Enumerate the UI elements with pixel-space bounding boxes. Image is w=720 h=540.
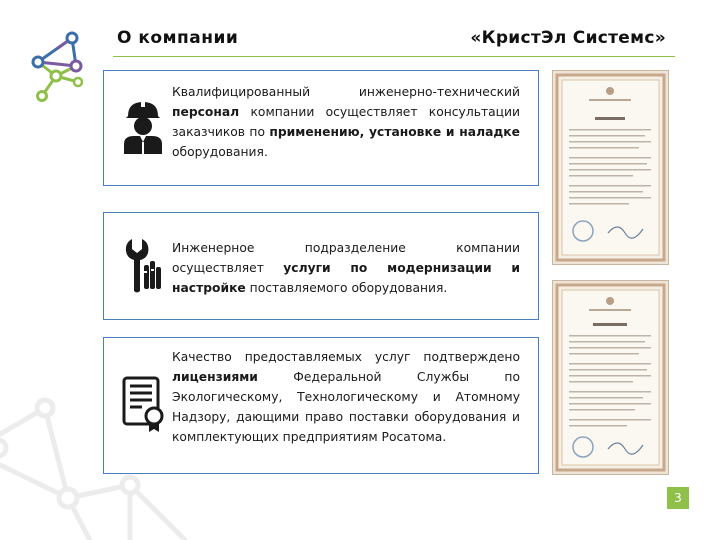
company-logo-icon <box>18 18 98 108</box>
card-text: Квалифицированный инженерно-технический персонал компании осуществляет консультации заказчиков по применению, установке и наладке оборудования. <box>172 85 520 159</box>
card-text: Инженерное подразделение компании осуществляет услуги по модернизации и настройке поставляемого оборудования. <box>172 241 521 295</box>
company-name: «КристЭл Системс» <box>470 28 666 48</box>
license-document-image <box>553 281 668 474</box>
wrench-icon <box>118 235 168 295</box>
engineer-icon <box>118 96 168 156</box>
page-number: 3 <box>667 487 689 509</box>
license-document-image <box>553 71 668 264</box>
card-text: Качество предоставляемых услуг подтверждено лицензиями Федеральной Службы по Экологическому, Технологическому и Атомному Надзору, дающими право поставки оборудования и комплектующих предприятиям Росатома. <box>172 350 520 444</box>
header-divider <box>113 56 675 57</box>
license-image <box>552 280 669 475</box>
info-card-engineering <box>103 212 539 320</box>
page-title: О компании <box>117 28 239 48</box>
info-card-licenses <box>103 337 539 474</box>
certificate-icon <box>118 374 168 434</box>
info-card-personnel <box>103 70 539 186</box>
license-image <box>552 70 669 265</box>
